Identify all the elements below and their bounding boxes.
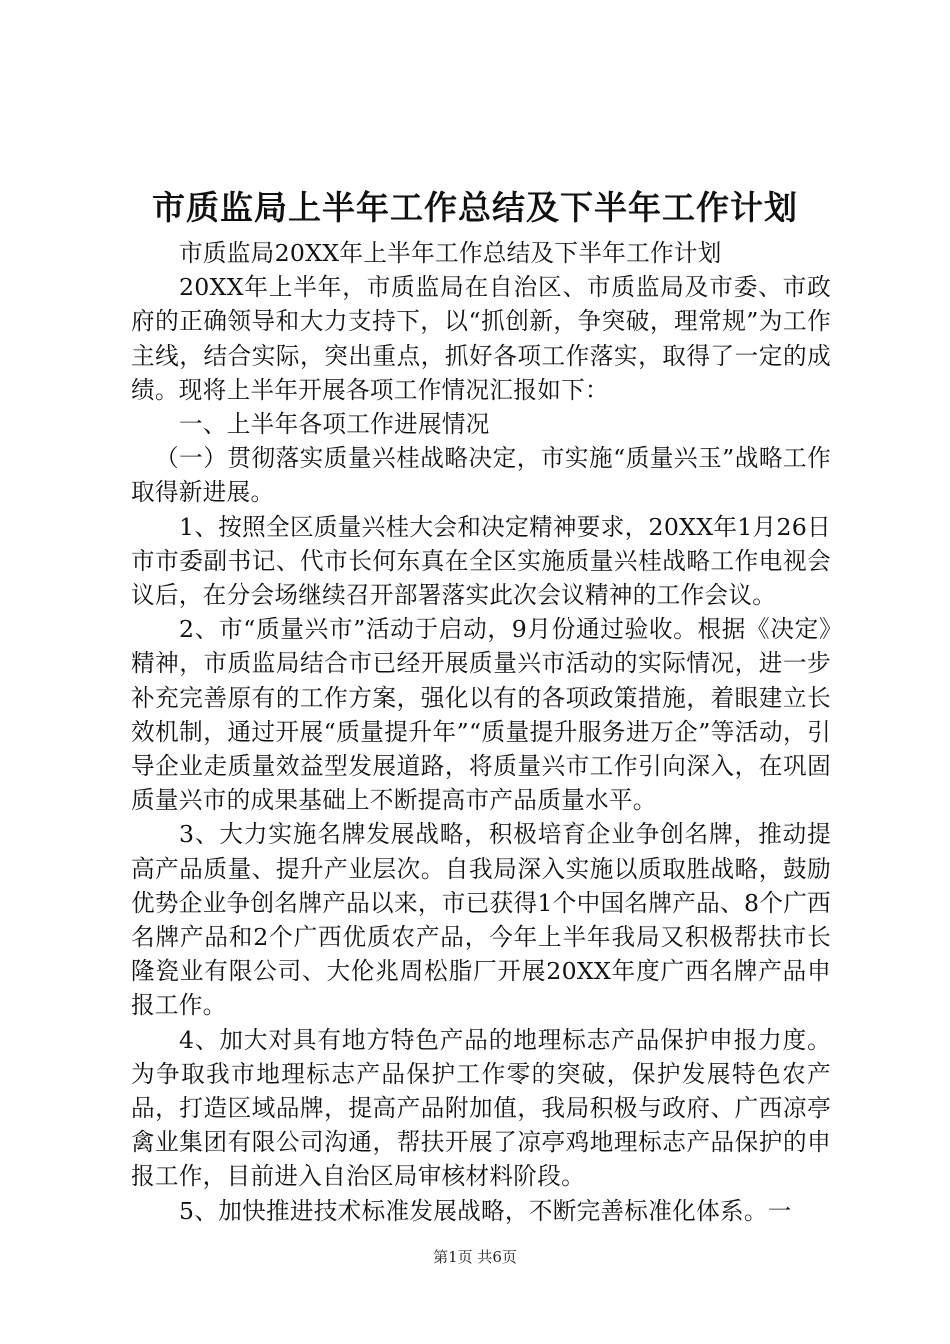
page-footer: 第1页 共6页 (433, 1248, 517, 1266)
document-title: 市质监局上半年工作总结及下半年工作计划 (152, 188, 798, 227)
item-paragraph: 1、按照全区质量兴桂大会和决定精神要求，20XX年1月26日市市委副书记、代市长何东真在全区实施质量兴桂战略工作电视会议后，在分会场继续召开部署落实此次会议精神的工作会议。 (131, 512, 831, 610)
item-paragraph: 4、加大对具有地方特色产品的地理标志产品保护申报力度。为争取我市地理标志产品保护工作零的突破，保护发展特色农产品，打造区域品牌，提高产品附加值，我局积极与政府、广西凉亭禽业集团有限公司沟通，帮扶开展了凉亭鸡地理标志产品保护的申报工作，目前进入自治区局审核材料阶段。 (131, 1025, 831, 1191)
intro-paragraph: 20XX年上半年，市质监局在自治区、市质监局及市委、市政府的正确领导和大力支持下，以“抓创新，争突破，理常规”为工作主线，结合实际，突出重点，抓好各项工作落实，取得了一定的成绩。现将上半年开展各项工作情况汇报如下： (131, 273, 831, 404)
document-body (131, 236, 831, 1228)
item-paragraph: 5、加快推进技术标准发展战略，不断完善标准化体系。一 (179, 1196, 792, 1225)
subsection-heading: （一）贯彻落实质量兴桂战略决定，市实施“质量兴玉”战略工作取得新进展。 (131, 444, 831, 507)
section-heading: 一、上半年各项工作进展情况 (179, 410, 490, 439)
item-paragraph: 3、大力实施名牌发展战略，积极培育企业争创名牌，推动提高产品质量、提升产业层次。自我局深入实施以质取胜战略，鼓励优势企业争创名牌产品以来，市已获得1个中国名牌产品、8个广西名牌产品和2个广西优质农产品，今年上半年我局又积极帮扶市长隆瓷业有限公司、大伦兆周松脂厂开展20XX年度广西名牌产品申报工作。 (131, 820, 831, 1020)
item-paragraph: 2、市“质量兴市”活动于启动，9月份通过验收。根据《决定》精神，市质监局结合市已经开展质量兴市活动的实际情况，进一步补充完善原有的工作方案，强化以有的各项政策措施，着眼建立长效机制，通过开展“质量提升年”“质量提升服务进万企”等活动，引导企业走质量效益型发展道路，将质量兴市工作引向深入，在巩固质量兴市的成果基础上不断提高市产品质量水平。 (131, 615, 831, 815)
subtitle-paragraph: 市质监局20XX年上半年工作总结及下半年工作计划 (179, 239, 722, 267)
